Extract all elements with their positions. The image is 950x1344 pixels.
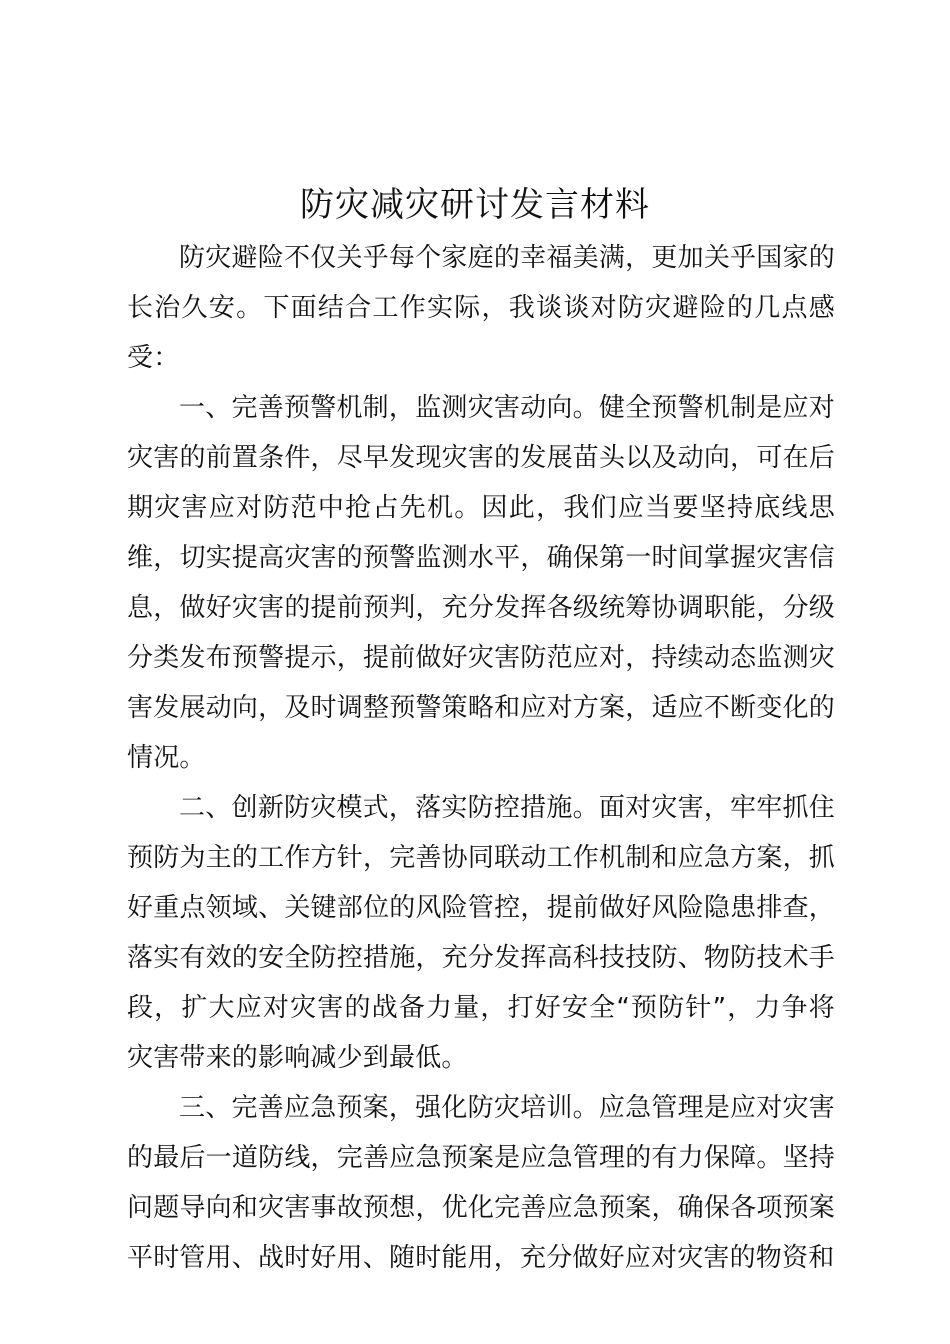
section-2-paragraph: 二、创新防灾模式，落实防控措施。面对灾害，牢牢抓住预防为主的工作方针，完善协同联动工作机制和应急方案，抓好重点领域、关键部位的风险管控，提前做好风险隐患排查，落实有效的安全防控措施，充分发挥高科技技防、物防技术手段，扩大应对灾害的战备力量，打好安全“预防针”，力争将灾害带来的影响减少到最低。 (127, 793, 835, 1073)
section-3-paragraph: 三、完善应急预案，强化防灾培训。应急管理是应对灾害的最后一道防线，完善应急预案是应急管理的有力保障。坚持问题导向和灾害事故预想，优化完善应急预案，确保各项预案平时管用、战时好用、随时能用，充分做好应对灾害的物资和 (127, 1093, 835, 1273)
section-1-paragraph: 一、完善预警机制，监测灾害动向。健全预警机制是应对灾害的前置条件，尽早发现灾害的发展苗头以及动向，可在后期灾害应对防范中抢占先机。因此，我们应当要坚持底线思维，切实提高灾害的预警监测水平，确保第一时间掌握灾害信息，做好灾害的提前预判，充分发挥各级统筹协调职能，分级分类发布预警提示，提前做好灾害防范应对，持续动态监测灾害发展动向，及时调整预警策略和应对方案，适应不断变化的情况。 (127, 393, 835, 773)
intro-paragraph: 防灾避险不仅关乎每个家庭的幸福美满，更加关乎国家的长治久安。下面结合工作实际，我谈谈对防灾避险的几点感受： (127, 243, 835, 373)
document-body (127, 233, 835, 1283)
document-title: 防灾减灾研讨发言材料 (300, 185, 650, 225)
